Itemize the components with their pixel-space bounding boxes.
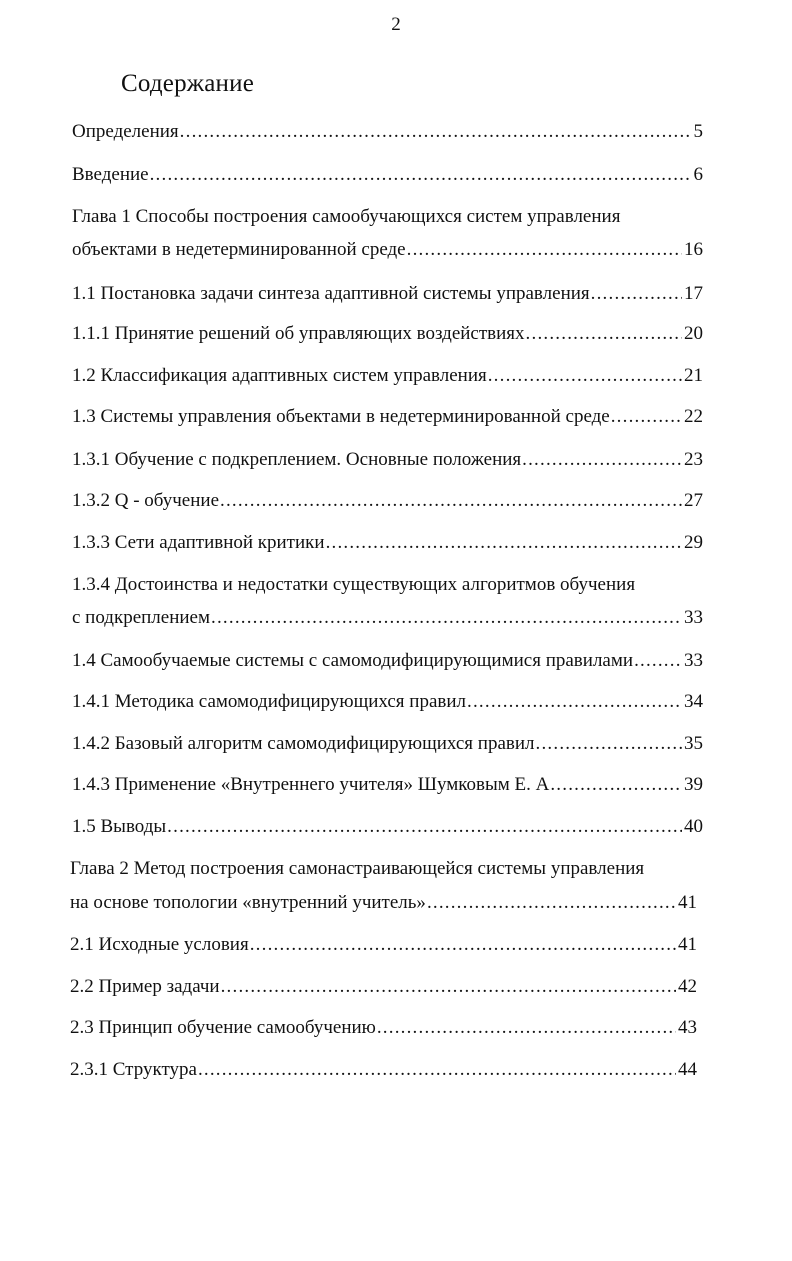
- toc-leader-dots: [467, 690, 682, 714]
- toc-title: Содержание: [121, 70, 254, 97]
- toc-entry[interactable]: [72, 448, 703, 472]
- toc-entry-page: 43: [678, 1017, 697, 1038]
- toc-entry-page: 17: [684, 283, 703, 304]
- toc-entry-text: Определения: [72, 121, 179, 142]
- toc-entry-text: 2.2 Пример задачи: [70, 976, 220, 997]
- toc-leader-dots: [407, 238, 682, 262]
- toc-entry-text: 1.1.1 Принятие решений об управляющих воздействиях: [72, 323, 525, 344]
- toc-entry-page: 40: [684, 816, 703, 837]
- toc-entry-text: Глава 2 Метод построения самонастраивающейся системы управления: [70, 858, 645, 879]
- toc-entry-line1[interactable]: [72, 573, 635, 597]
- toc-entry-page: 20: [684, 323, 703, 344]
- toc-entry-text: 1.3.4 Достоинства и недостатки существующих алгоритмов обучения: [72, 574, 636, 595]
- toc-entry-page: 22: [684, 406, 703, 427]
- toc-entry[interactable]: [70, 1016, 697, 1040]
- toc-entry-text: 1.4.1 Методика самомодифицирующихся правил: [72, 691, 467, 712]
- toc-entry[interactable]: [72, 238, 703, 262]
- toc-leader-dots: [634, 649, 682, 673]
- toc-entry[interactable]: [70, 933, 697, 957]
- toc-entry[interactable]: [72, 606, 703, 630]
- toc-entry-page: 21: [684, 365, 703, 386]
- toc-entry[interactable]: [70, 1058, 697, 1082]
- toc-entry-page: 35: [684, 733, 703, 754]
- toc-entry-text: 2.3.1 Структура: [70, 1059, 197, 1080]
- toc-entry-text: 2.3 Принцип обучение самообучению: [70, 1017, 376, 1038]
- toc-entry[interactable]: [72, 815, 703, 839]
- toc-entry-text: 1.3 Системы управления объектами в недетерминированной среде: [72, 406, 610, 427]
- toc-entry-text: 1.3.3 Сети адаптивной критики: [72, 532, 325, 553]
- toc-entry[interactable]: [72, 489, 703, 513]
- toc-leader-dots: [522, 448, 682, 472]
- toc-entry-page: 42: [678, 976, 697, 997]
- toc-leader-dots: [180, 120, 692, 144]
- toc-entry[interactable]: [72, 732, 703, 756]
- toc-leader-dots: [221, 975, 676, 999]
- toc-leader-dots: [220, 489, 682, 513]
- toc-entry-page: 29: [684, 532, 703, 553]
- toc-entry[interactable]: [72, 531, 703, 555]
- toc-entry-text: 1.5 Выводы: [72, 816, 167, 837]
- toc-entry-text: 1.4.2 Базовый алгоритм самомодифицирующихся правил: [72, 733, 535, 754]
- toc-leader-dots: [536, 732, 682, 756]
- toc-entry-text: Глава 1 Способы построения самообучающихся систем управления: [72, 206, 621, 227]
- toc-leader-dots: [427, 891, 676, 915]
- toc-entry-text: на основе топологии «внутренний учитель»: [70, 892, 426, 913]
- toc-entry-page: 33: [684, 650, 703, 671]
- toc-entry[interactable]: [70, 891, 697, 915]
- toc-entry[interactable]: [72, 405, 703, 429]
- toc-entry-page: 6: [693, 164, 703, 185]
- toc-entry-page: 41: [678, 892, 697, 913]
- toc-entry-text: 2.1 Исходные условия: [70, 934, 249, 955]
- toc-entry-page: 27: [684, 490, 703, 511]
- toc-entry-page: 39: [684, 774, 703, 795]
- toc-entry-page: 23: [684, 449, 703, 470]
- toc-leader-dots: [150, 163, 692, 187]
- toc-leader-dots: [211, 606, 682, 630]
- toc-entry-text: с подкреплением: [72, 607, 211, 628]
- page-number: 2: [391, 14, 401, 35]
- toc-entry[interactable]: [72, 690, 703, 714]
- toc-entry[interactable]: [72, 649, 703, 673]
- toc-entry[interactable]: [72, 282, 703, 306]
- toc-leader-dots: [250, 933, 676, 957]
- toc-entry-text: 1.1 Постановка задачи синтеза адаптивной системы управления: [72, 283, 590, 304]
- toc-entry[interactable]: [70, 975, 697, 999]
- toc-entry[interactable]: [72, 364, 703, 388]
- toc-entry[interactable]: [72, 163, 703, 187]
- toc-entry-page: 34: [684, 691, 703, 712]
- toc-entry-text: 1.4.3 Применение «Внутреннего учителя» Шумковым Е. А: [72, 774, 550, 795]
- toc-leader-dots: [611, 405, 682, 429]
- toc-entry-line1[interactable]: [70, 857, 644, 881]
- toc-leader-dots: [198, 1058, 676, 1082]
- toc-entry[interactable]: [72, 120, 703, 144]
- toc-entry-text: 1.3.2 Q - обучение: [72, 490, 219, 511]
- toc-entry-text: 1.2 Классификация адаптивных систем управления: [72, 365, 487, 386]
- toc-entry-text: 1.4 Самообучаемые системы с самомодифицирующимися правилами: [72, 650, 634, 671]
- toc-entry-page: 16: [684, 239, 703, 260]
- toc-entry[interactable]: [72, 773, 703, 797]
- toc-leader-dots: [377, 1016, 676, 1040]
- toc-leader-dots: [488, 364, 682, 388]
- toc-entry-page: 5: [693, 121, 703, 142]
- toc-leader-dots: [550, 773, 682, 797]
- toc-leader-dots: [591, 282, 682, 306]
- toc-leader-dots: [526, 322, 682, 346]
- toc-entry-page: 44: [678, 1059, 697, 1080]
- toc-entry-page: 33: [684, 607, 703, 628]
- toc-entry-text: объектами в недетерминированной среде: [72, 239, 406, 260]
- toc-entry-page: 41: [678, 934, 697, 955]
- toc-entry-line1[interactable]: [72, 205, 620, 229]
- toc-leader-dots: [326, 531, 682, 555]
- toc-leader-dots: [167, 815, 682, 839]
- toc-entry-text: 1.3.1 Обучение с подкреплением. Основные положения: [72, 449, 522, 470]
- toc-entry-text: Введение: [72, 164, 149, 185]
- toc-entry[interactable]: [72, 322, 703, 346]
